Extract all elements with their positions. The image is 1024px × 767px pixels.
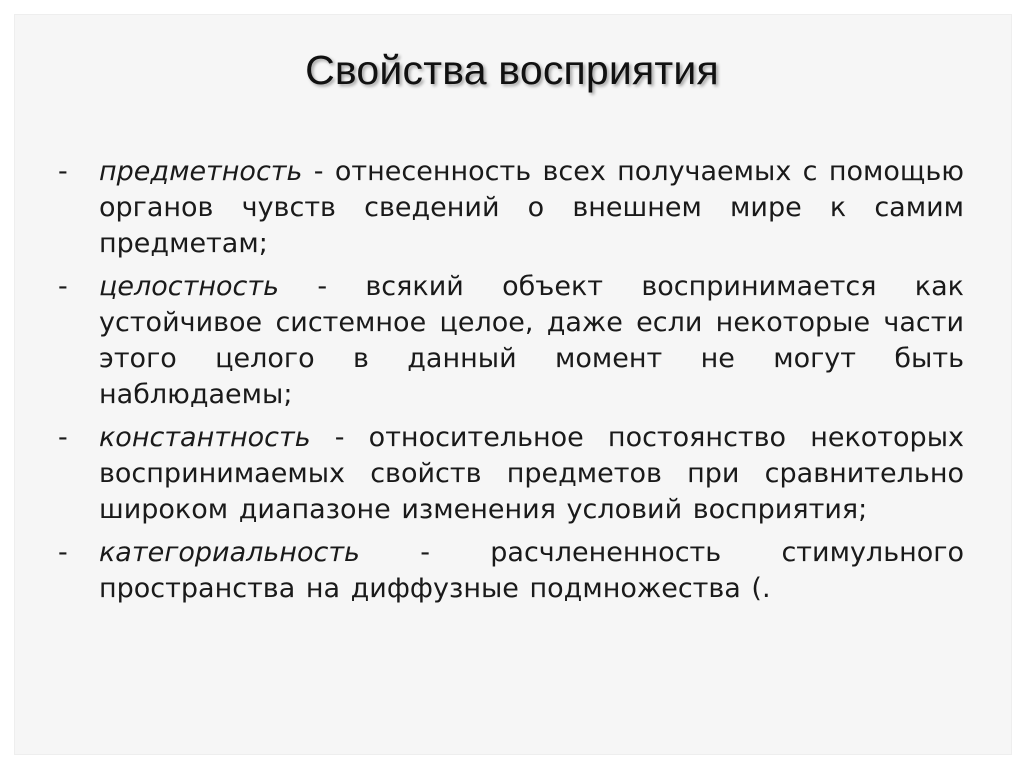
list-item-text [99, 420, 964, 528]
term-separator: - [310, 422, 369, 453]
term-separator: - [302, 156, 335, 187]
term-separator: - [359, 537, 491, 568]
list-dash: - [58, 537, 68, 568]
slide-title: Свойства восприятия [305, 47, 719, 93]
definition-objectness: отнесенность всех получаемых с помощью органов чувств сведений о внешнем мире к самим предметам; [99, 156, 964, 259]
list-dash: - [58, 271, 68, 302]
term-separator: - [279, 271, 366, 302]
list-item-integrity [58, 269, 964, 413]
list-item-categoriality [58, 535, 964, 607]
list-item-text [99, 269, 964, 413]
term-integrity: целостность [99, 271, 279, 302]
list-item-text [99, 154, 964, 262]
definition-constancy: относительное постоянство некоторых воспринимаемых свойств предметов при сравнительно широком диапазоне изменения условий восприятия; [99, 422, 964, 525]
list-item-constancy [58, 420, 964, 528]
definition-integrity: всякий объект воспринимается как устойчивое системное целое, даже если некоторые части этого целого в данный момент не могут быть наблюдаемы; [99, 271, 964, 410]
list-item-objectness [58, 154, 964, 262]
definition-categoriality: расчлененность стимульного пространства на диффузные подмножества (. [99, 537, 964, 604]
term-objectness: предметность [99, 156, 303, 187]
list-dash: - [58, 156, 68, 187]
list-item-text [99, 535, 964, 607]
properties-list [58, 154, 964, 614]
term-constancy: константность [99, 422, 311, 453]
term-categoriality: категориальность [99, 537, 360, 568]
list-dash: - [58, 422, 68, 453]
